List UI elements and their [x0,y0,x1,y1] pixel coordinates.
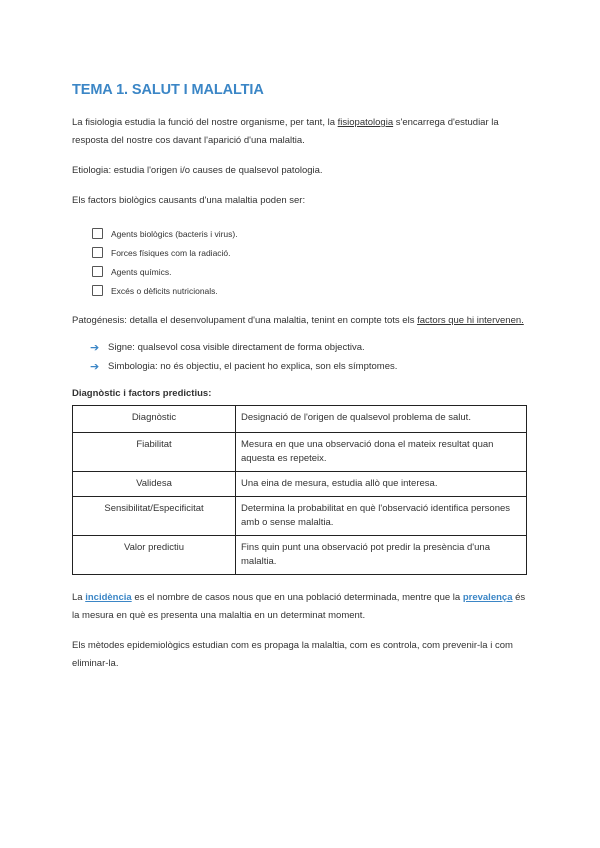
table-row [73,497,527,536]
incidencia-link[interactable]: incidència [85,592,132,603]
intro-paragraph [72,114,528,150]
table-cell-definition: Mesura en que una observació dona el mateix resultat quan aquesta es repeteix. [236,433,527,472]
factors-checklist [72,224,528,300]
arrow-right-icon: ➔ [90,342,100,354]
factors-intro: Els factors biològics causants d'una malaltia poden ser: [72,195,306,206]
table-cell-definition: Fins quin punt una observació pot predir la presència d'una malaltia. [236,536,527,575]
incidencia-text: La [72,592,86,603]
list-item [90,357,528,376]
table-cell-term: Sensibilitat/Especificitat [73,497,236,536]
checkbox-icon[interactable] [92,266,103,277]
table-cell-term: Valor predictiu [73,536,236,575]
factors-link[interactable]: factors que hi intervenen. [417,315,524,326]
checkbox-icon[interactable] [92,285,103,296]
table-cell-term: Validesa [73,472,236,497]
table-row [73,406,527,433]
table-row [73,433,527,472]
intro-text-before: La fisiologia estudia la funció del nostre organisme, per tant, la [72,117,338,128]
table-title: Diagnòstic i factors predictius: [72,388,212,399]
etiologia-paragraph: Etiologia: estudia l'origen i/o causes de qualsevol patologia. [72,165,323,176]
checklist-item[interactable] [92,224,528,243]
page-title: TEMA 1. SALUT I MALALTIA [72,82,264,98]
checkbox-icon[interactable] [92,228,103,239]
checklist-item[interactable] [92,281,528,300]
checklist-item-label: Agents biològics (bacteris i virus). [111,228,238,239]
patogenesis-paragraph [72,312,528,330]
signs-list [72,338,528,376]
checklist-item[interactable] [92,243,528,262]
table-row [73,536,527,575]
list-item [90,338,528,357]
checklist-item-label: Agents químics. [111,266,172,277]
diagnostic-table [72,405,527,575]
table-cell-term: Fiabilitat [73,433,236,472]
list-item-label: Signe: qualsevol cosa visible directament de forma objectiva. [108,342,365,353]
incidencia-text: es el nombre de casos nous que en una població determinada, mentre que la [131,592,463,603]
incidencia-paragraph [72,589,528,625]
patogenesis-text: Patogénesis: detalla el desenvolupament d'una malaltia, tenint en compte tots els [72,315,418,326]
prevalenca-link[interactable]: prevalença [462,592,513,603]
metodes-paragraph: Els mètodes epidemiològics estudian com es propaga la malaltia, com es controla, com prevenir-la i com eliminar-la. [72,640,513,669]
table-cell-definition: Determina la probabilitat en què l'observació identifica persones amb o sense malaltia. [236,497,527,536]
arrow-right-icon: ➔ [90,361,100,373]
list-item-label: Simbologia: no és objectiu, el pacient ho explica, son els símptomes. [108,361,398,372]
checkbox-icon[interactable] [92,247,103,258]
incidencia-text: és la mesura en què es presenta una malaltia en un determinat moment. [72,592,526,621]
checklist-item[interactable] [92,262,528,281]
intro-text-after: s'encarrega d'estudiar la resposta del nostre cos davant l'aparició d'una malaltia. [72,117,499,146]
fisiopatologia-link[interactable]: fisiopatologia [337,117,394,128]
table-row [73,472,527,497]
checklist-item-label: Forces físiques com la radiació. [111,247,231,258]
table-cell-term: Diagnòstic [73,406,236,433]
table-cell-definition: Designació de l'origen de qualsevol problema de salut. [236,406,527,433]
checklist-item-label: Excés o dèficits nutricionals. [111,285,218,296]
table-cell-definition: Una eina de mesura, estudia allò que interesa. [236,472,527,497]
